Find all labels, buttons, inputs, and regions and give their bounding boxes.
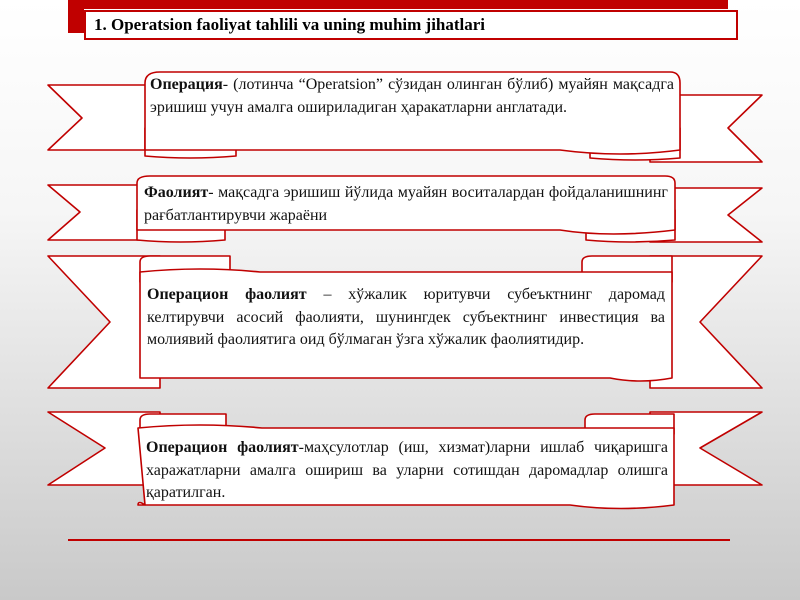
ribbon-1-term: Операция — [150, 76, 223, 93]
slide-title-text: 1. Operatsion faoliyat tahlili va uning muhim jihatlari — [94, 15, 486, 34]
ribbon-4-definition: -маҳсулотлар (иш, хизмат)ларни ишлаб чиқаришга харажатларни амалга ошириш ва уларни сотишдан даромадлар олишга қаратилган. — [146, 439, 669, 502]
ribbon-1-text — [150, 74, 674, 119]
ribbon-4-text — [146, 437, 668, 505]
ribbon-3-term: Операцион фаолият — [147, 286, 307, 303]
ribbon-2-definition: - мақсадга эришиш йўлида муайян воситалардан фойдаланишнинг рағбатлантирувчи жараёни — [144, 184, 668, 224]
ribbon-3-definition: – хўжалик юритувчи субеъктнинг даромад келтирувчи асосий фаолияти, шунингдек субъектнинг инвестиция ва молиявий фаолиятига оид бўлмаган ўзга хўжалик фаолиятидир. — [147, 286, 666, 349]
ribbon-2-term: Фаолият — [144, 184, 209, 201]
ribbon-4-term: Операцион фаолият — [146, 439, 299, 456]
bottom-divider-line — [68, 539, 730, 541]
ribbon-2-text — [144, 182, 668, 227]
ribbon-3-text — [147, 284, 665, 352]
ribbon-1-definition: - (лотинча “Operatsion” сўзидан олинган бўлиб) муайян мақсадга эришиш учун амалга ошириладиган ҳаракатларни англатади. — [150, 76, 674, 116]
